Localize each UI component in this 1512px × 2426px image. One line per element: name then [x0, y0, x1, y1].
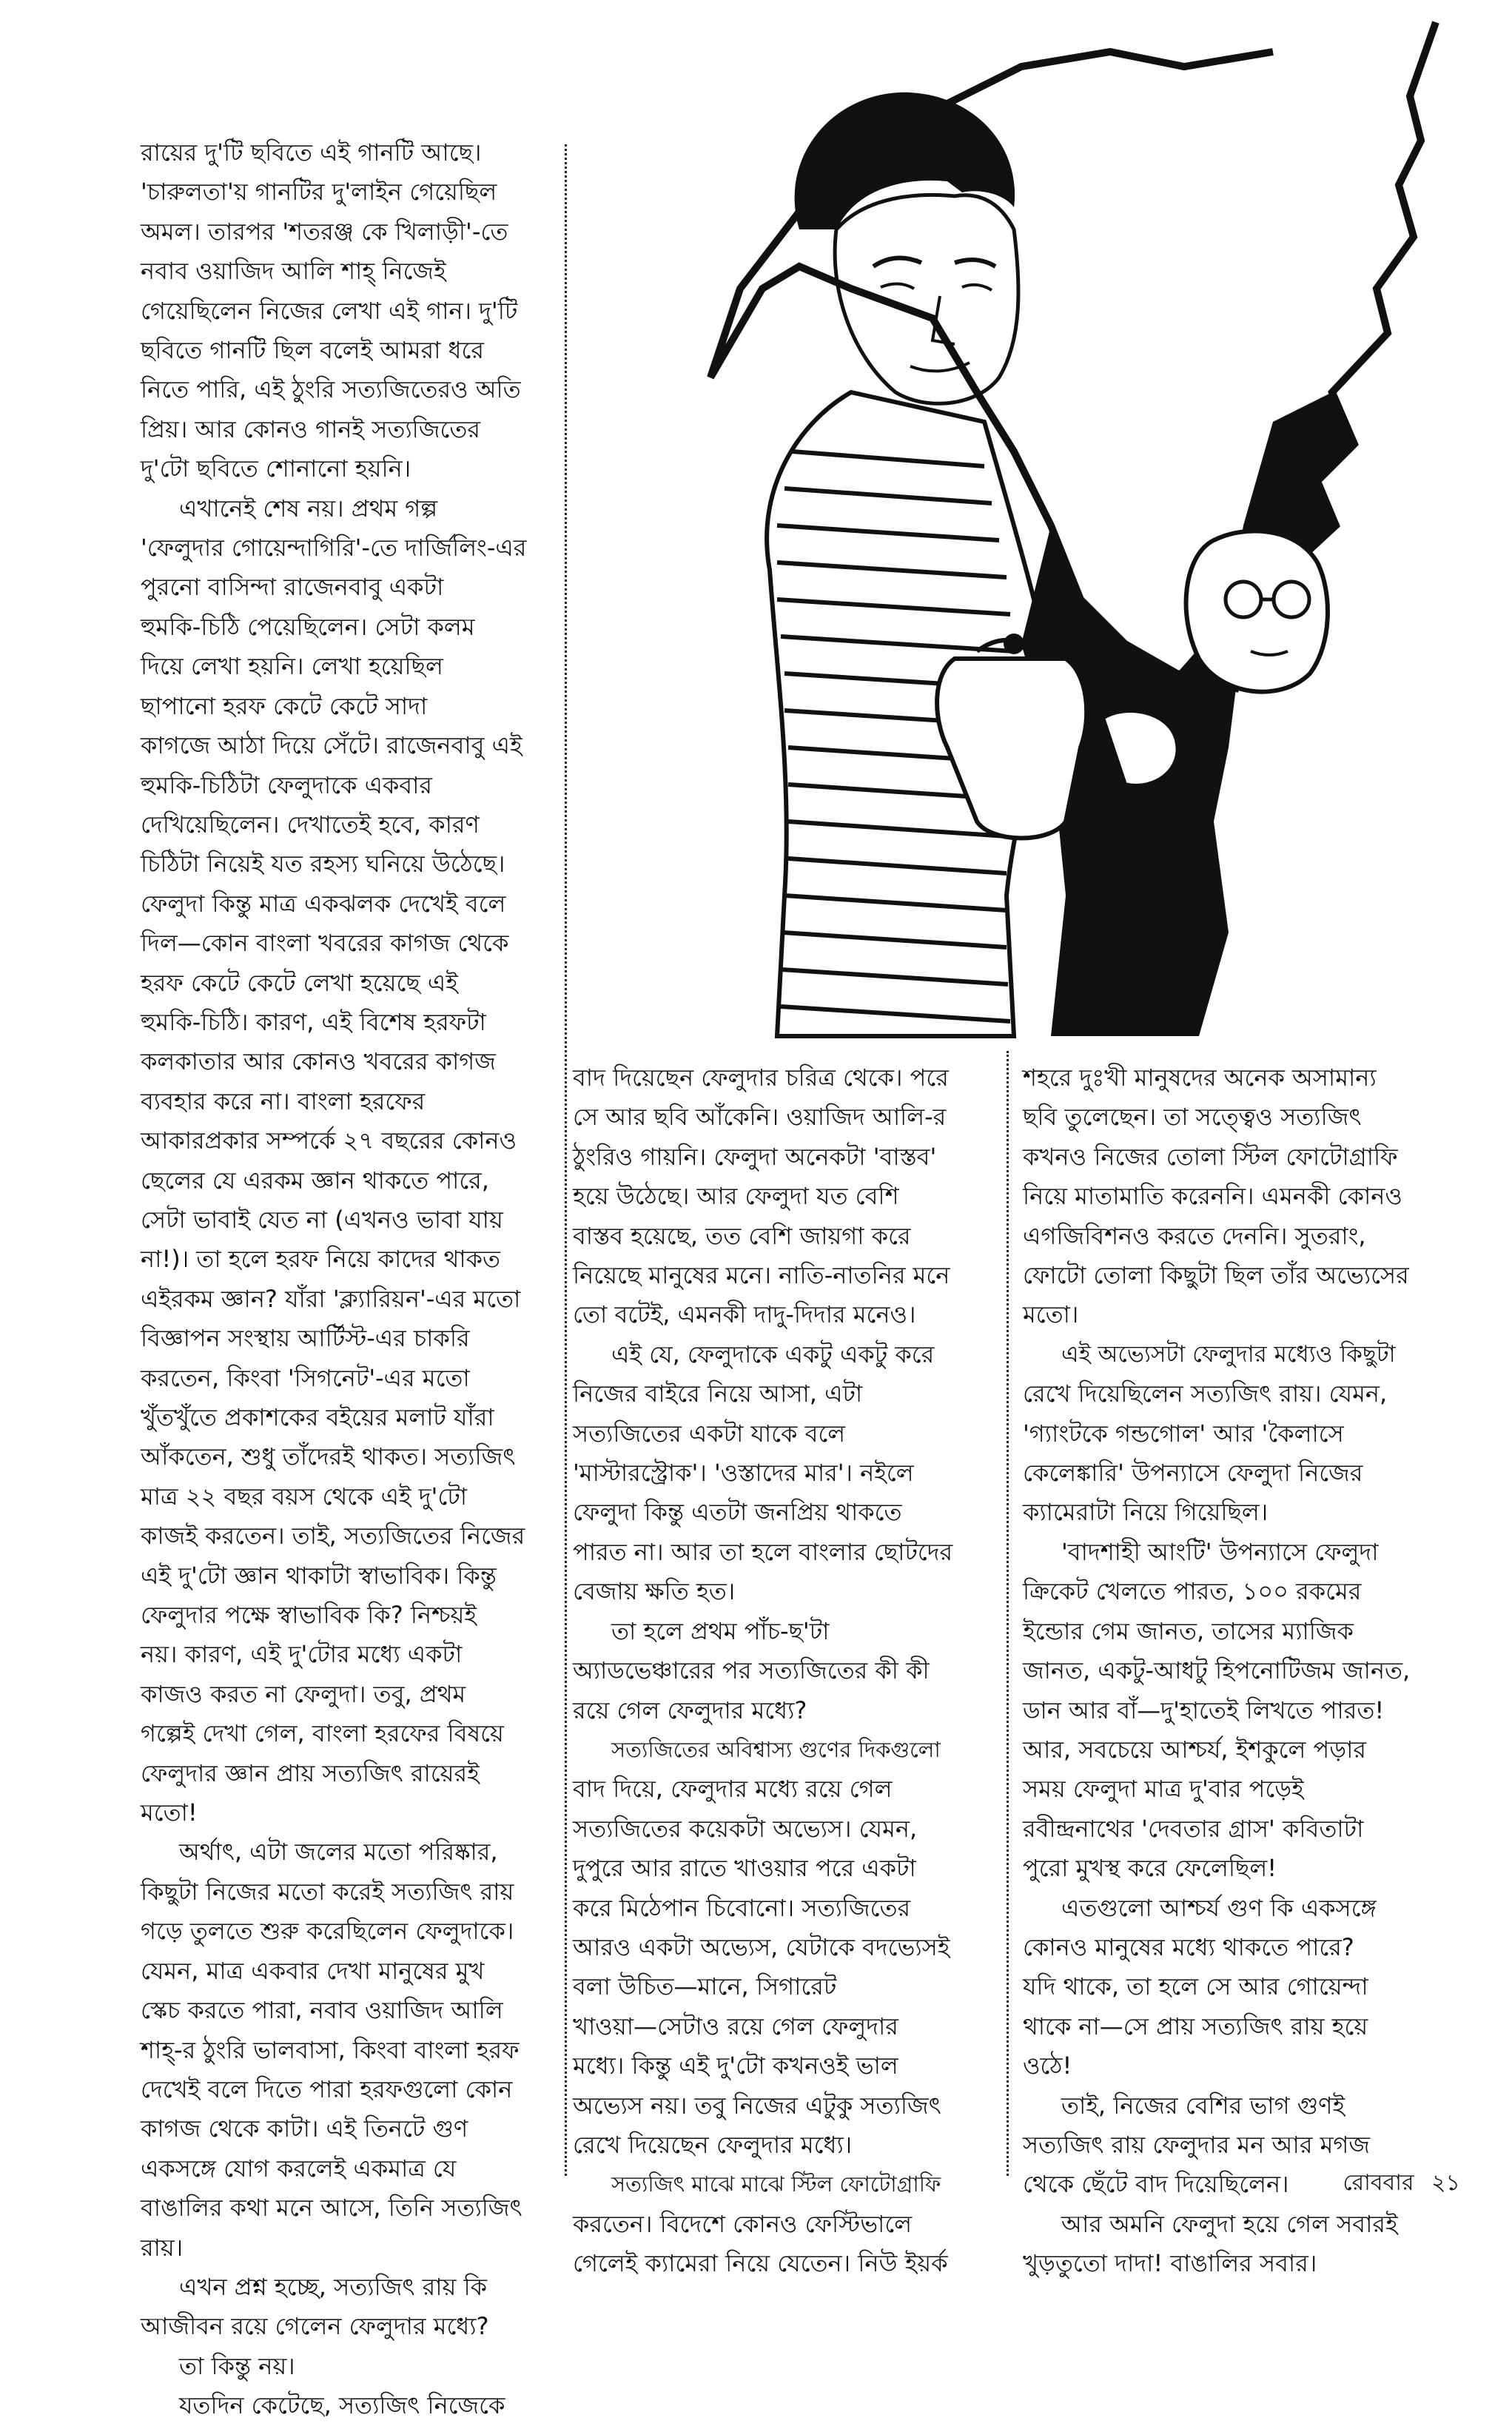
text-line: রবীন্দ্রনাথের 'দেবতার গ্রাস' কবিতাটা: [1023, 1814, 1364, 1843]
text-line: নবাব ওয়াজিদ আলি শাহ্‌ নিজেই: [141, 257, 446, 286]
text-line: নিয়েছে মানুষের মনে। নাতি-নাতনির মনে: [573, 1261, 950, 1290]
text-line: নয়। কারণ, এই দু'টোর মধ্যে একটা: [141, 1640, 463, 1669]
text-line: সত্যজিৎ রায় ফেলুদার মন আর মগজ: [1023, 2130, 1370, 2159]
text-line: নিতে পারি, এই ঠুংরি সত্যজিতেরও অতি: [141, 375, 521, 404]
text-line: রয়ে গেল ফেলুদার মধ্যে?: [573, 1696, 807, 1724]
text-line: গেয়েছিলেন নিজের লেখা এই গান। দু'টি: [141, 296, 518, 325]
text-line: আকারপ্রকার সম্পর্কে ২৭ বছরের কোনও: [141, 1126, 517, 1155]
text-line: ওঠে!: [1023, 2052, 1072, 2080]
text-line: গেলেই ক্যামেরা নিয়ে যেতেন। নিউ ইয়র্ক: [573, 2249, 948, 2278]
text-line: বাদ দিয়ে, ফেলুদার মধ্যে রয়ে গেল: [573, 1775, 893, 1804]
text-line: ব্যবহার করে না। বাংলা হরফের: [141, 1086, 426, 1115]
text-line: মধ্যে। কিন্তু এই দু'টো কখনওই ভাল: [573, 2052, 898, 2080]
text-line: খুড়তুতো দাদা! বাঙালির সবার।: [1023, 2249, 1317, 2278]
text-line: তাই, নিজের বেশির ভাগ গুণই: [1061, 2091, 1345, 2120]
text-line: 'গ্যাংটকে গন্ডগোল' আর 'কৈলাসে: [1023, 1419, 1344, 1448]
text-line: তা কিন্তু নয়।: [179, 2351, 295, 2380]
text-line: 'বাদশাহী আংটি' উপন্যাসে ফেলুদা: [1061, 1537, 1379, 1566]
text-line: ছাপানো হরফ কেটে কেটে সাদা: [141, 691, 428, 720]
text-line: মতো।: [1023, 1300, 1079, 1329]
text-line: পুরনো বাসিন্দা রাজেনবাবু একটা: [141, 573, 444, 602]
text-line: 'চারুলতা'য় গানটির দু'লাইন গেয়েছিল: [141, 178, 497, 206]
text-line: 'মাস্টারস্ট্রোক'। 'ওস্তাদের মার'। নইলে: [573, 1459, 914, 1488]
text-line: গড়ে তুলতে শুরু করেছিলেন ফেলুদাকে।: [141, 1917, 514, 1946]
text-line: এইরকম জ্ঞান? যাঁরা 'ক্ল্যারিয়ন'-এর মতো: [141, 1284, 521, 1313]
text-line: কাজই করতেন। তাই, সত্যজিতের নিজের: [141, 1522, 525, 1550]
text-line: ডান আর বাঁ—দু'হাতেই লিখতে পারত!: [1023, 1696, 1385, 1724]
text-line: প্রিয়। আর কোনও গানই সত্যজিতের: [141, 414, 480, 443]
text-line: অর্থাৎ, এটা জলের মতো পরিষ্কার,: [179, 1838, 498, 1866]
text-line: সে আর ছবি আঁকেনি। ওয়াজিদ আলি-র: [573, 1103, 947, 1132]
text-line: কাগজ থেকে কাটা। এই তিনটে গুণ: [141, 2114, 468, 2143]
text-line: পুরো মুখস্থ করে ফেলেছিল!: [1023, 1854, 1277, 1883]
text-line: শাহ্‌-র ঠুংরি ভালবাসা, কিংবা বাংলা হরফ: [141, 2035, 520, 2064]
text-line: সত্যজিৎ মাঝে মাঝে স্টিল ফোটোগ্রাফি: [611, 2171, 941, 2197]
text-line: বেজায় ক্ষতি হত।: [573, 1577, 736, 1606]
illustration-signature: সত্যজিৎ রায়: [1078, 850, 1180, 886]
text-line: ছবি তুলেছেন। তা সত্ত্বেও সত্যজিৎ: [1023, 1103, 1362, 1132]
text-line: ছবিতে গানটি ছিল বলেই আমরা ধরে: [141, 336, 484, 365]
text-line: চিঠিটা নিয়েই যত রহস্য ঘনিয়ে উঠেছে।: [141, 850, 505, 878]
text-line: ইন্ডোর গেম জানত, তাসের ম্যাজিক: [1023, 1616, 1354, 1645]
text-line: ঠুংরিও গায়নি। ফেলুদা অনেকটা 'বাস্তব': [573, 1142, 937, 1171]
text-line: মাত্র ২২ বছর বয়স থেকে এই দু'টো: [141, 1482, 468, 1511]
text-line: কাগজে আঠা দিয়ে সেঁটে। রাজেনবাবু এই: [141, 731, 523, 760]
text-line: পারত না। আর তা হলে বাংলার ছোটদের: [573, 1537, 953, 1566]
text-line: নিজের বাইরে নিয়ে আসা, এটা: [573, 1380, 863, 1408]
text-line: করতেন। বিদেশে কোনও ফেস্টিভালে: [573, 2209, 913, 2238]
text-line: দিয়ে লেখা হয়নি। লেখা হয়েছিল: [141, 652, 443, 681]
page-number: ২১: [1431, 2170, 1460, 2196]
text-line: হয়ে উঠেছে। আর ফেলুদা যত বেশি: [573, 1182, 899, 1211]
text-line: আজীবন রয়ে গেলেন ফেলুদার মধ্যে?: [141, 2312, 489, 2341]
page-footer: [1332, 2165, 1460, 2202]
text-line: ফোটো তোলা কিছুটা ছিল তাঁর অভ্যেসের: [1023, 1261, 1409, 1290]
text-line: স্কেচ করতে পারা, নবাব ওয়াজিদ আলি: [141, 1996, 503, 2025]
text-line: রায়ের দু'টি ছবিতে এই গানটি আছে।: [141, 138, 482, 167]
text-line: আর, সবচেয়ে আশ্চর্য, ইশকুলে পড়ার: [1023, 1735, 1367, 1764]
text-line: হুমকি-চিঠি পেয়েছিলেন। সেটা কলম: [141, 612, 475, 641]
text-line: খুঁতখুঁতে প্রকাশকের বইয়ের মলাট যাঁরা: [141, 1403, 494, 1431]
text-line: 'ফেলুদার গোয়েন্দাগিরি'-তে দার্জিলিং-এর: [141, 534, 527, 562]
text-line: রায়।: [141, 2233, 184, 2262]
text-line: সত্যজিতের অবিশ্বাস্য গুণের দিকগুলো: [611, 1736, 941, 1762]
text-line: বাস্তব হয়েছে, তত বেশি জায়গা করে: [573, 1221, 911, 1250]
text-line: এগজিবিশনও করতে দেননি। সুতরাং,: [1023, 1221, 1366, 1250]
text-line: হুমকি-চিঠিটা ফেলুদাকে একবার: [141, 770, 433, 799]
text-line: দু'টো ছবিতে শোনানো হয়নি।: [141, 454, 411, 483]
text-line: আরও একটা অভ্যেস, যেটাকে বদভ্যেসই: [573, 1932, 950, 1961]
text-line: সেটা ভাবাই যেত না (এখনও ভাবা যায়: [141, 1205, 503, 1234]
text-line: কখনও নিজের তোলা স্টিল ফোটোগ্রাফি: [1023, 1142, 1398, 1171]
text-line: এখন প্রশ্ন হচ্ছে, সত্যজিৎ রায় কি: [179, 2272, 488, 2301]
text-line: না!)। তা হলে হরফ নিয়ে কাদের থাকত: [141, 1245, 501, 1274]
text-line: কাজও করত না ফেলুদা। তবু, প্রথম: [141, 1679, 466, 1708]
article-column-1: [141, 133, 555, 2426]
text-line: সত্যজিতের একটা যাকে বলে: [573, 1419, 846, 1448]
text-line: বাদ দিয়েছেন ফেলুদার চরিত্র থেকে। পরে: [573, 1064, 949, 1092]
text-line: যতদিন কেটেছে, সত্যজিৎ নিজেকে: [179, 2391, 505, 2420]
text-line: আর অমনি ফেলুদা হয়ে গেল সবারই: [1061, 2209, 1398, 2238]
article-column-2: [573, 1058, 989, 2284]
text-line: দেখেই বলে দিতে পারা হরফগুলো কোন: [141, 2074, 513, 2103]
text-line: যদি থাকে, তা হলে সে আর গোয়েন্দা: [1023, 1972, 1368, 2001]
text-line: থাকে না—সে প্রায় সত্যজিৎ রায় হয়ে: [1023, 2012, 1368, 2040]
text-line: বাঙালির কথা মনে আসে, তিনি সত্যজিৎ: [141, 2194, 523, 2222]
text-line: এই দু'টো জ্ঞান থাকাটা স্বাভাবিক। কিন্তু: [141, 1561, 497, 1590]
article-column-3: [1023, 1058, 1437, 2284]
text-line: করতেন, কিংবা 'সিগনেট'-এর মতো: [141, 1363, 470, 1392]
text-line: ক্রিকেট খেলতে পারত, ১০০ রকমের: [1023, 1577, 1362, 1606]
text-line: এখানেই শেষ নয়। প্রথম গল্প: [179, 494, 438, 523]
text-line: বলা উচিত—মানে, সিগারেট: [573, 1972, 837, 2001]
text-line: এই যে, ফেলুদাকে একটু একটু করে: [611, 1340, 935, 1368]
text-line: ফেলুদা কিন্তু এতটা জনপ্রিয় থাকতে: [573, 1498, 902, 1527]
feluda-illustration: [666, 7, 1495, 1044]
text-line: অমল। তারপর 'শতরঞ্জ কে খিলাড়ী'-তে: [141, 217, 508, 246]
text-line: অ্যাডভেঞ্চারের পর সত্যজিতের কী কী: [573, 1656, 930, 1685]
text-line: ফেলুদা কিন্তু মাত্র একঝলক দেখেই বলে: [141, 889, 506, 918]
text-line: যেমন, মাত্র একবার দেখা মানুষের মুখ: [141, 1956, 485, 1985]
text-line: তো বটেই, এমনকী দাদু-দিদার মনেও।: [573, 1300, 916, 1329]
text-line: নিয়ে মাতামাতি করেননি। এমনকী কোনও: [1023, 1182, 1402, 1211]
column-divider: [565, 144, 567, 2176]
text-line: আঁকতেন, শুধু তাঁদেরই থাকত। সত্যজিৎ: [141, 1442, 516, 1471]
text-line: দেখিয়েছিলেন। দেখাতেই হবে, কারণ: [141, 810, 480, 839]
text-line: একসঙ্গে যোগ করলেই একমাত্র যে: [141, 2154, 457, 2183]
text-line: দিল—কোন বাংলা খবরের কাগজ থেকে: [141, 929, 509, 958]
column-divider: [1007, 1051, 1009, 2176]
text-line: ছেলের যে এরকম জ্ঞান থাকতে পারে,: [141, 1166, 489, 1194]
text-line: কেলেঙ্কারি' উপন্যাসে ফেলুদা নিজের: [1023, 1459, 1363, 1488]
text-line: এতগুলো আশ্চর্য গুণ কি একসঙ্গে: [1061, 1893, 1377, 1922]
text-line: থেকে ছেঁটে বাদ দিয়েছিলেন।: [1023, 2170, 1289, 2199]
text-line: অভ্যেস নয়। তবু নিজের এটুকু সত্যজিৎ: [573, 2091, 941, 2120]
text-line: মতো!: [141, 1798, 198, 1827]
text-line: শহরে দুঃখী মানুষদের অনেক অসামান্য: [1023, 1064, 1377, 1092]
text-line: এই অভ্যেসটা ফেলুদার মধ্যেও কিছুটা: [1061, 1340, 1396, 1368]
text-line: গল্পেই দেখা গেল, বাংলা হরফের বিষয়ে: [141, 1719, 504, 1748]
text-line: জানত, একটু-আধটু হিপনোটিজম জানত,: [1023, 1656, 1411, 1685]
text-line: রেখে দিয়েছিলেন সত্যজিৎ রায়। যেমন,: [1023, 1380, 1388, 1408]
text-line: তা হলে প্রথম পাঁচ-ছ'টা: [611, 1616, 830, 1645]
text-line: বিজ্ঞাপন সংস্থায় আর্টিস্ট-এর চাকরি: [141, 1324, 470, 1353]
text-line: করে মিঠেপান চিবোনো। সত্যজিতের: [573, 1893, 911, 1922]
text-line: ফেলুদার পক্ষে স্বাভাবিক কি? নিশ্চয়ই: [141, 1601, 477, 1630]
text-line: কিছুটা নিজের মতো করেই সত্যজিৎ রায়: [141, 1877, 514, 1906]
text-line: খাওয়া—সেটাও রয়ে গেল ফেলুদার: [573, 2012, 898, 2040]
text-line: ফেলুদার জ্ঞান প্রায় সত্যজিৎ রায়েরই: [141, 1758, 480, 1787]
text-line: সময় ফেলুদা মাত্র দু'বার পড়েই: [1023, 1775, 1304, 1804]
text-line: দুপুরে আর রাতে খাওয়ার পরে একটা: [573, 1854, 916, 1883]
text-line: রেখে দিয়েছেন ফেলুদার মধ্যে।: [573, 2130, 853, 2159]
text-line: হুমকি-চিঠি। কারণ, এই বিশেষ হরফটা: [141, 1007, 486, 1036]
text-line: কলকাতার আর কোনও খবরের কাগজ: [141, 1047, 496, 1076]
text-line: ক্যামেরাটা নিয়ে গিয়েছিল।: [1023, 1498, 1269, 1527]
text-line: হরফ কেটে কেটে লেখা হয়েছে এই: [141, 968, 458, 997]
magazine-name: রোববার: [1343, 2170, 1414, 2196]
text-line: সত্যজিতের কয়েকটা অভ্যেস। যেমন,: [573, 1814, 918, 1843]
text-line: কোনও মানুষের মধ্যে থাকতে পারে?: [1023, 1932, 1354, 1961]
